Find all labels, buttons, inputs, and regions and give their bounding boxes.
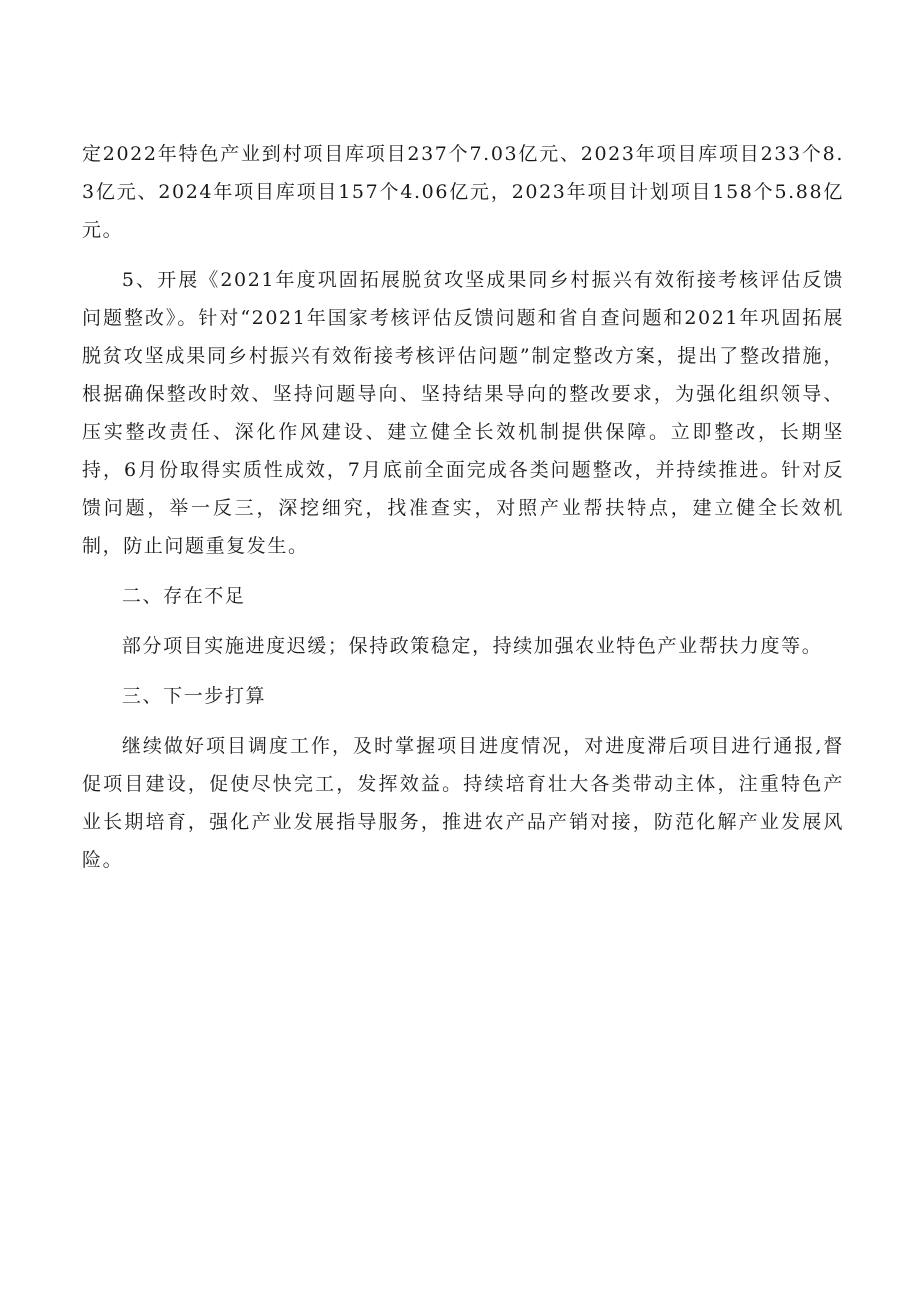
document-body [82,135,844,879]
section-heading-shortcomings: 二、存在不足 [121,585,246,607]
paragraph-shortcomings: 部分项目实施进度迟缓；保持政策稳定，持续加强农业特色产业帮扶力度等。 [121,635,823,657]
section-heading-next-steps: 三、下一步打算 [121,685,267,707]
paragraph-rectification: 5、开展《2021年度巩固拓展脱贫攻坚成果同乡村振兴有效衔接考核评估反馈问题整改》。针对“2021年国家考核评估反馈问题和省自查问题和2021年巩固拓展脱贫攻坚成果同乡村振兴有效衔接考核评估问题”制定整改方案，提出了整改措施，根据确保整改时效、坚持问题导向、坚持结果导向的整改要求，为强化组织领导、压实整改责任、深化作风建设、建立健全长效机制提供保障。立即整改，长期坚持，6月份取得实质性成效，7月底前全面完成各类问题整改，并持续推进。针对反馈问题，举一反三，深挖细究，找准查实，对照产业帮扶特点，建立健全长效机制，防止问题重复发生。 [82,269,844,557]
paragraph-project-library: 定2022年特色产业到村项目库项目237个7.03亿元、2023年项目库项目233个8.3亿元、2024年项目库项目157个4.06亿元，2023年项目计划项目158个5.88亿元。 [82,143,844,241]
paragraph-next-steps: 继续做好项目调度工作，及时掌握项目进度情况，对进度滞后项目进行通报,督促项目建设，促使尽快完工，发挥效益。持续培育壮大各类带动主体，注重特色产业长期培育，强化产业发展指导服务，推进农产品产销对接，防范化解产业发展风险。 [82,735,844,871]
